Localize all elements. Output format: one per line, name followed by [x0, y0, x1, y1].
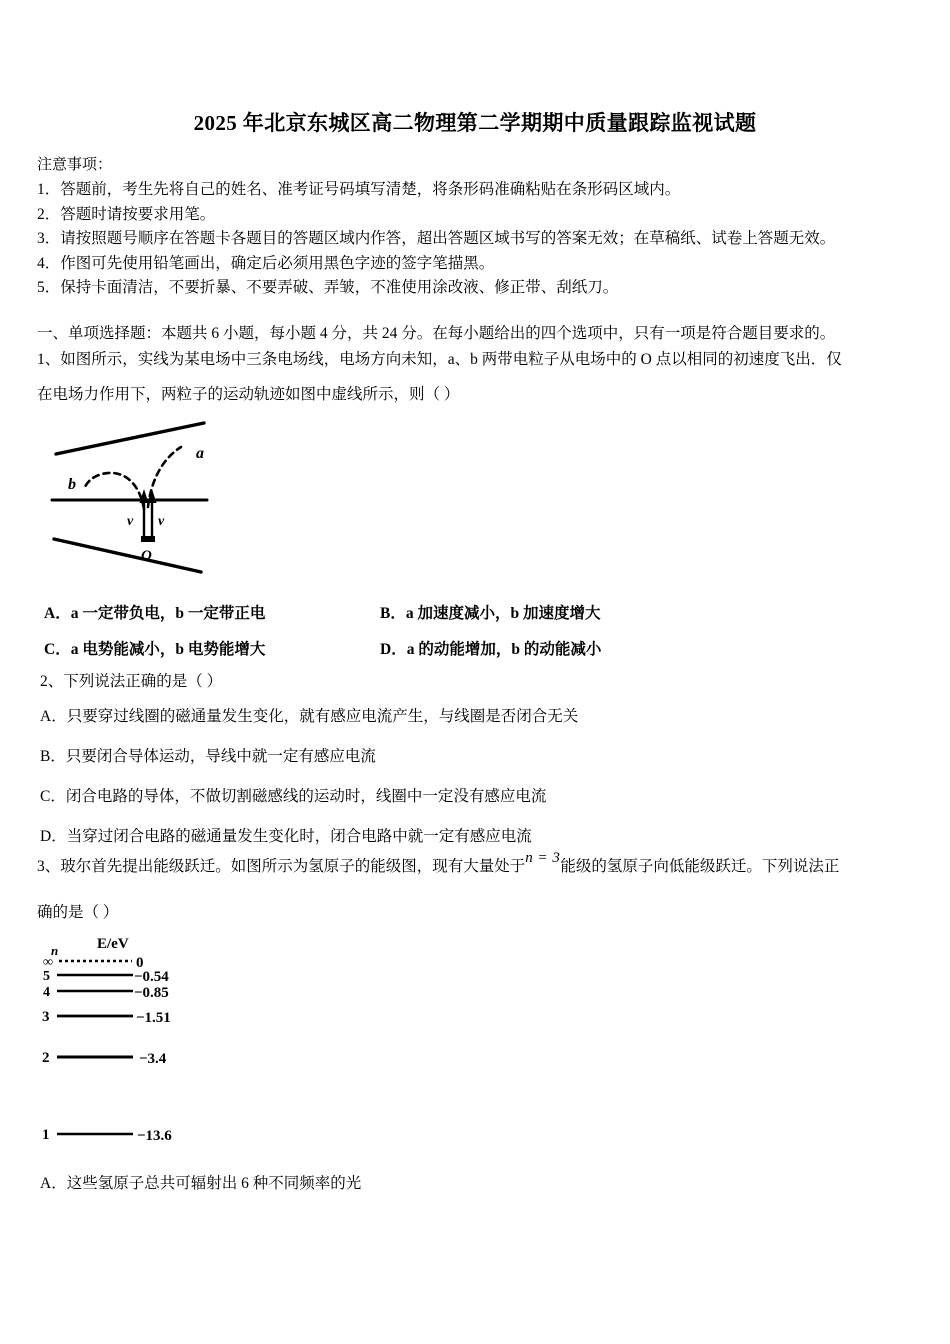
notice-item: 3．请按照题号顺序在答题卡各题目的答题区域内作答，超出答题区域书写的答案无效；在草稿纸、试卷上答题无效。 [37, 230, 836, 247]
question2-option-a: A．只要穿过线圈的磁通量发生变化，就有感应电流产生，与线圈是否闭合无关 [40, 708, 579, 725]
section-one-heading: 一、单项选择题：本题共 6 小题，每小题 4 分，共 24 分。在每小题给出的四个选项中，只有一项是符合题目要求的。 [37, 325, 836, 342]
question1-option-c: C．a 电势能减小，b 电势能增大 [44, 641, 266, 658]
label-velocity-left: v [127, 514, 134, 529]
field-line-top [56, 423, 204, 454]
notice-item: 2．答题时请按要求用笔。 [37, 205, 216, 223]
notice-item: 4．作图可先使用铅笔画出，确定后必须用黑色字迹的签字笔描黑。 [37, 254, 495, 272]
notice-block [37, 153, 927, 301]
level-energy-4: −0.85 [134, 985, 169, 1001]
question3-stem-line2: 确的是（ ） [37, 904, 119, 921]
question1-option-d: D．a 的动能增加，b 的动能减小 [380, 641, 602, 658]
question3-option-a: A．这些氢原子总共可辐射出 6 种不同频率的光 [40, 1175, 362, 1192]
energy-axis-label: E/eV [97, 936, 129, 952]
label-trajectory-a: a [196, 445, 204, 462]
level-energy-3: −1.51 [136, 1010, 171, 1026]
question3-stem-math: n = 3 [525, 850, 561, 866]
notice-heading: 注意事项： [37, 157, 113, 173]
notice-item: 1．答题前，考生先将自己的姓名、准考证号码填写清楚，将条形码准确粘贴在条形码区域内。 [37, 181, 681, 198]
question1-option-b: B．a 加速度减小，b 加速度增大 [380, 605, 601, 622]
level-energy-infinity: 0 [136, 955, 144, 971]
question1-option-a: A．a 一定带负电，b 一定带正电 [44, 605, 266, 622]
question3-stem-part2: 能级的氢原子向低能级跃迁。下列说法正 [560, 858, 840, 875]
figure-energy-level-diagram [40, 933, 240, 1163]
question2-option-b: B．只要闭合导体运动，导线中就一定有感应电流 [40, 748, 376, 765]
level-energy-2: −3.4 [139, 1051, 167, 1067]
page-title: 2025 年北京东城区高二物理第二学期期中质量跟踪监视试题 [193, 111, 757, 135]
notice-item: 5．保持卡面清洁，不要折暴、不要弄破、弄皱，不准使用涂改液、修正带、刮纸刀。 [37, 279, 619, 296]
question2-option-d: D．当穿过闭合电路的磁通量发生变化时，闭合电路中就一定有感应电流 [40, 828, 532, 845]
trajectory-b [85, 473, 144, 509]
question2-stem: 2、下列说法正确的是（ ） [40, 673, 223, 690]
point-o-marker [141, 536, 155, 542]
question3-stem-line1 [37, 850, 942, 879]
question3-stem-part1: 3、玻尔首先提出能级跃迁。如图所示为氢原子的能级图，现有大量处于 [37, 858, 526, 875]
level-n-2: 2 [42, 1050, 50, 1066]
question1-stem-line2: 在电场力作用下，两粒子的运动轨迹如图中虚线所示，则（ ） [37, 386, 460, 403]
level-energy-5: −0.54 [134, 969, 169, 985]
level-n-infinity: ∞ [43, 955, 53, 970]
level-n-5: 5 [43, 969, 50, 984]
level-n-1: 1 [42, 1127, 50, 1143]
level-n-4: 4 [43, 985, 50, 1000]
figure-electric-field-lines [44, 417, 284, 577]
label-trajectory-b: b [68, 476, 76, 493]
level-energy-1: −13.6 [137, 1128, 172, 1144]
label-velocity-right: v [158, 514, 165, 529]
field-line-bottom [54, 539, 201, 572]
question1-stem-line1: 1、如图所示，实线为某电场中三条电场线，电场方向未知，a、b 两带电粒子从电场中的 O 点以相同的初速度飞出．仅 [37, 351, 842, 368]
level-n-3: 3 [42, 1009, 50, 1025]
question2-option-c: C．闭合电路的导体，不做切割磁感线的运动时，线圈中一定没有感应电流 [40, 788, 547, 805]
quantum-number-label: n [51, 943, 59, 958]
label-point-o: O [141, 548, 152, 564]
